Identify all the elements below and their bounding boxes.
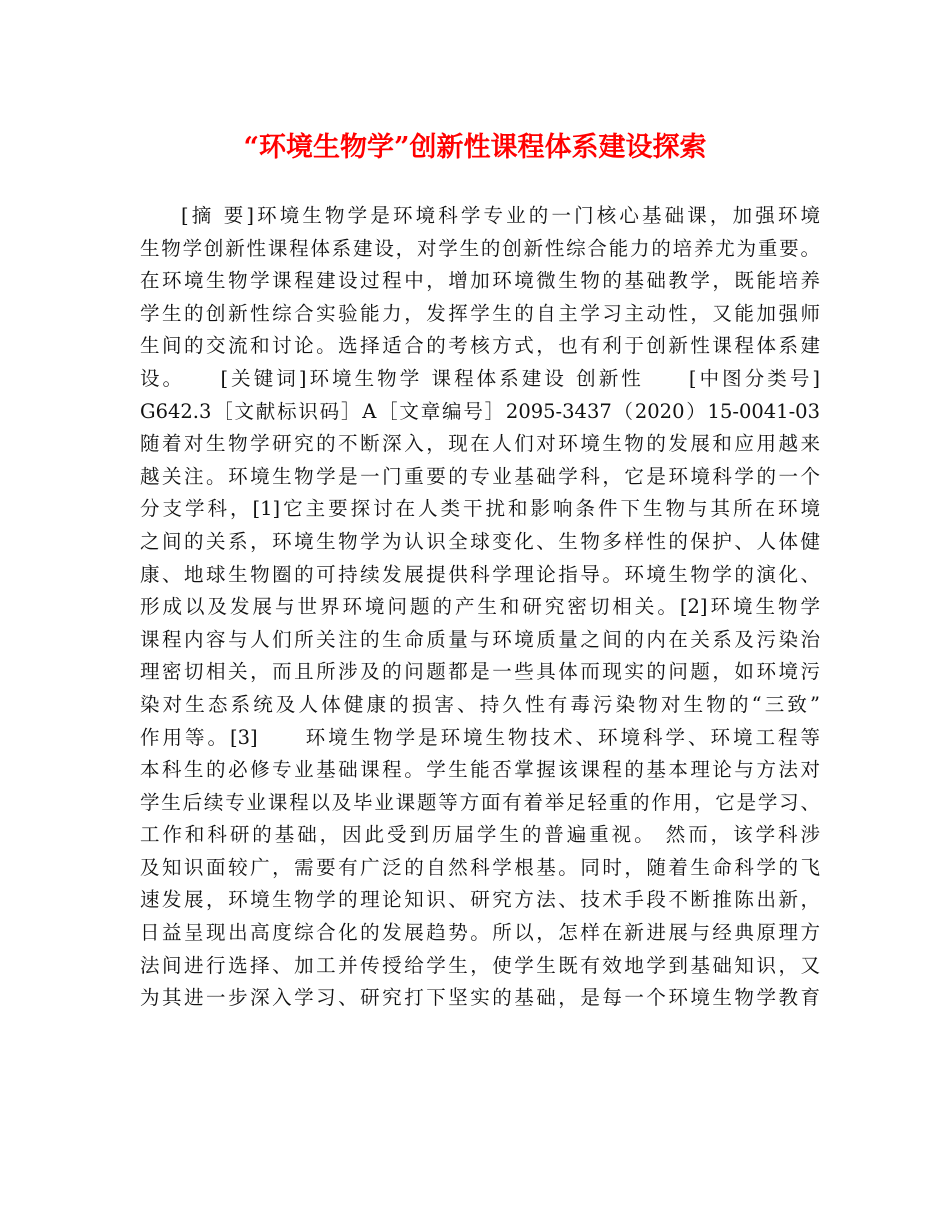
body-line: 染对生态系统及人体健康的损害、持久性有毒污染物对生物的“三致” (140, 692, 820, 716)
body-line: 分支学科，[1]它主要探讨在人类干扰和影响条件下生物与其所在环境 (140, 497, 820, 521)
body-line: 设。 [关键词]环境生物学 课程体系建设 创新性 [中图分类号] (140, 366, 820, 390)
document-title: “环境生物学”创新性课程体系建设探索 (243, 132, 707, 163)
body-line: 越关注。环境生物学是一门重要的专业基础学科，它是环境科学的一个 (140, 464, 820, 488)
body-line: 工作和科研的基础，因此受到历届学生的普遍重视。 然而，该学科涉 (140, 823, 820, 847)
body-line: G642.3［文献标识码］A［文章编号］2095-3437（2020）15-0041-03 (140, 399, 820, 423)
body-line: 日益呈现出高度综合化的发展趋势。所以，怎样在新进展与经典原理方 (140, 921, 820, 945)
body-line: 生间的交流和讨论。选择适合的考核方式，也有利于创新性课程体系建 (140, 334, 820, 358)
body-line: 法间进行选择、加工并传授给学生，使学生既有效地学到基础知识，又 (140, 953, 820, 977)
body-line: 及知识面较广，需要有广泛的自然科学根基。同时，随着生命科学的飞 (140, 855, 820, 879)
body-line: 学生的创新性综合实验能力，发挥学生的自主学习主动性，又能加强师 (140, 301, 820, 325)
body-line: 作用等。[3] 环境生物学是环境生物技术、环境科学、环境工程等 (140, 725, 820, 749)
body-line: 本科生的必修专业基础课程。学生能否掌握该课程的基本理论与方法对 (140, 758, 820, 782)
body-line: 为其进一步深入学习、研究打下坚实的基础，是每一个环境生物学教育 (140, 986, 820, 1010)
body-line: [摘 要]环境生物学是环境科学专业的一门核心基础课，加强环境 (181, 204, 820, 227)
body-line: 生物学创新性课程体系建设，对学生的创新性综合能力的培养尤为重要。 (140, 236, 820, 260)
body-line: 课程内容与人们所关注的生命质量与环境质量之间的内在关系及污染治 (140, 627, 820, 651)
body-line: 之间的关系，环境生物学为认识全球变化、生物多样性的保护、人体健 (140, 529, 820, 553)
body-line: 学生后续专业课程以及毕业课题等方面有着举足轻重的作用，它是学习、 (140, 790, 820, 814)
body-line: 康、地球生物圈的可持续发展提供科学理论指导。环境生物学的演化、 (140, 562, 820, 586)
body-line: 理密切相关，而且所涉及的问题都是一些具体而现实的问题，如环境污 (140, 660, 820, 684)
body-line: 形成以及发展与世界环境问题的产生和研究密切相关。[2]环境生物学 (140, 595, 820, 619)
document-body (140, 200, 820, 1015)
body-line: 速发展，环境生物学的理论知识、研究方法、技术手段不断推陈出新， (140, 888, 820, 912)
body-line: 在环境生物学课程建设过程中，增加环境微生物的基础教学，既能培养 (140, 269, 820, 293)
body-line: 随着对生物学研究的不断深入，现在人们对环境生物的发展和应用越来 (140, 432, 820, 456)
